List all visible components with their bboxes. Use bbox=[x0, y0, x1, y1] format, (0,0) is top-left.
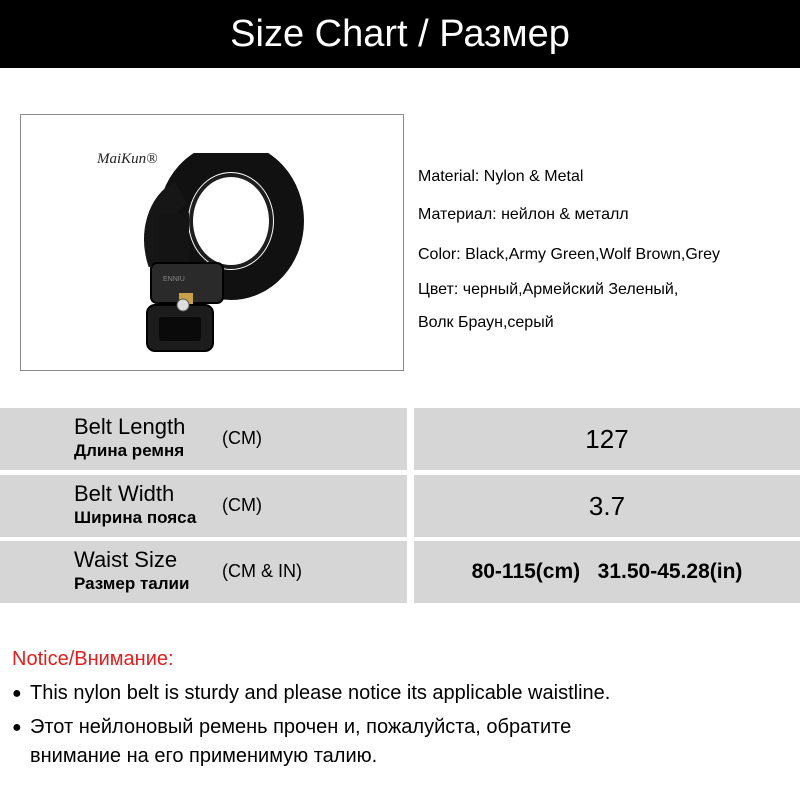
page-title: Size Chart / Размер bbox=[230, 12, 570, 55]
row-label-cell bbox=[0, 408, 407, 470]
row-label-en: Belt Length bbox=[74, 414, 186, 439]
table-row-belt-width bbox=[0, 475, 800, 537]
row-label-en: Belt Width bbox=[74, 481, 175, 506]
notice-item-continuation bbox=[30, 742, 377, 771]
row-value: 80-115(cm) 31.50-45.28(in) bbox=[471, 560, 743, 583]
row-label-en: Waist Size bbox=[74, 547, 178, 572]
row-label-ru: Размер талии bbox=[74, 574, 190, 593]
notice-text: внимание на его применимую талию. bbox=[30, 745, 378, 767]
notice-text: Этот нейлоновый ремень прочен и, пожалуйста, обратите bbox=[30, 716, 572, 738]
notice-item bbox=[12, 679, 610, 708]
spec-material-en: Material: Nylon & Metal bbox=[418, 168, 584, 185]
spec-color-ru-line2: Волк Браун,серый bbox=[418, 314, 554, 331]
row-unit: (CM) bbox=[222, 428, 262, 448]
bullet-icon: ● bbox=[12, 719, 22, 736]
row-value-cell bbox=[414, 475, 800, 537]
spec-material-ru: Материал: нейлон & металл bbox=[418, 206, 629, 223]
spec-color-ru-line1: Цвет: черный,Армейский Зеленый, bbox=[418, 281, 679, 298]
table-row-waist-size bbox=[0, 541, 800, 603]
svg-text:ENNIU: ENNIU bbox=[163, 276, 185, 283]
spec-color-en: Color: Black,Army Green,Wolf Brown,Grey bbox=[418, 246, 721, 263]
row-label-ru: Длина ремня bbox=[74, 441, 185, 460]
belt-image bbox=[121, 153, 311, 353]
notice-item bbox=[12, 713, 571, 742]
bullet-icon: ● bbox=[12, 685, 22, 702]
row-unit: (CM & IN) bbox=[222, 561, 302, 581]
page-header bbox=[0, 0, 800, 68]
brand-logo: MaiKun® bbox=[97, 151, 158, 167]
row-label-ru: Ширина пояса bbox=[74, 508, 197, 527]
table-row-belt-length bbox=[0, 408, 800, 470]
row-label-cell bbox=[0, 475, 407, 537]
row-value-cell bbox=[414, 541, 800, 603]
row-label-cell bbox=[0, 541, 407, 603]
product-image-frame bbox=[20, 114, 404, 371]
row-value: 127 bbox=[585, 423, 629, 454]
notice-text: This nylon belt is sturdy and please notice its applicable waistline. bbox=[30, 682, 611, 704]
row-value: 3.7 bbox=[588, 490, 626, 521]
notice-title: Notice/Внимание: bbox=[12, 648, 174, 670]
row-unit: (CM) bbox=[222, 495, 262, 515]
row-value-cell bbox=[414, 408, 800, 470]
